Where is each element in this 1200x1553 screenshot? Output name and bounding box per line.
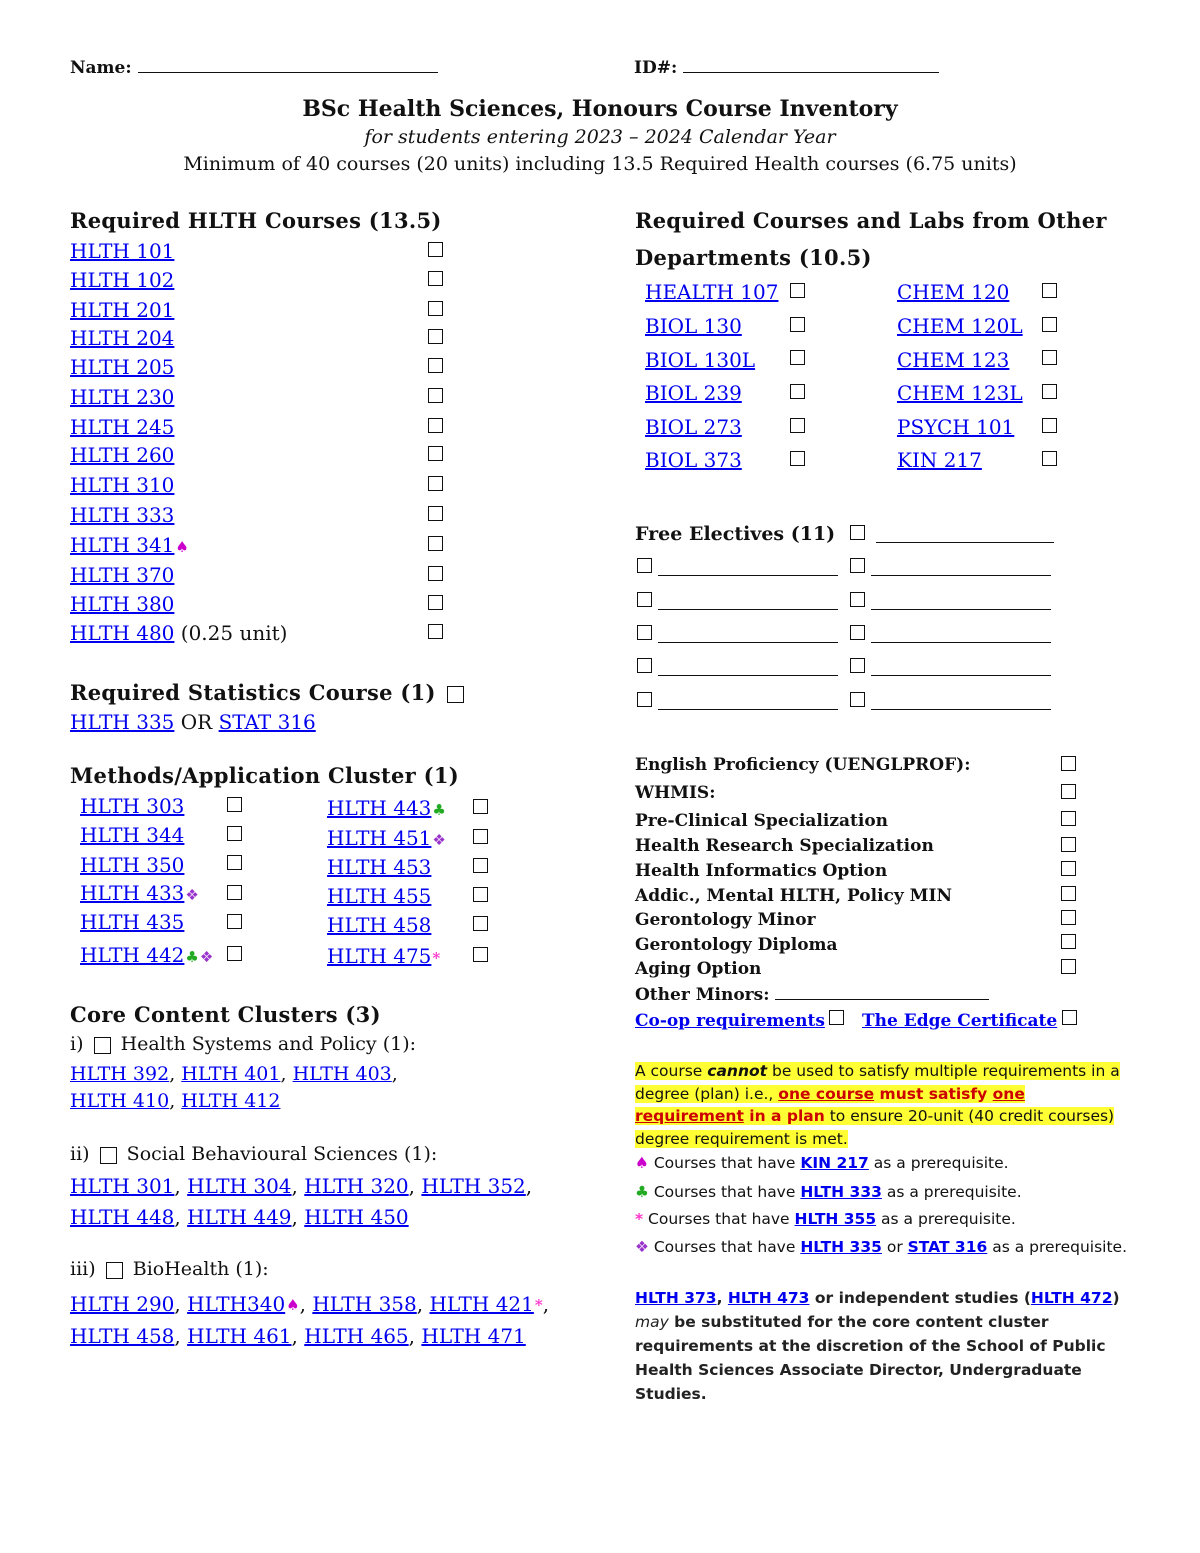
checkbox[interactable] — [94, 1037, 111, 1054]
course-row — [70, 533, 189, 557]
other-depts-title-2: Departments (10.5) — [635, 245, 872, 270]
checkbox[interactable] — [428, 358, 443, 373]
course-link[interactable]: HLTH 335 — [800, 1238, 882, 1256]
note-part: to ensure 20-unit (40 credit courses) degree requirement is met. — [635, 1107, 1115, 1148]
checkbox[interactable] — [428, 536, 443, 551]
course-link[interactable]: HLTH 350 — [80, 853, 185, 877]
diamond-icon: ❖ — [185, 885, 199, 904]
course-link[interactable]: HLTH 448 — [70, 1205, 175, 1229]
checkbox[interactable] — [473, 799, 488, 814]
substitution-note — [635, 1286, 1125, 1406]
diamond-icon: ❖ — [635, 1238, 649, 1256]
note-part: , — [716, 1289, 728, 1307]
checkbox[interactable] — [850, 658, 865, 673]
checkbox[interactable] — [428, 388, 443, 403]
course-row — [645, 314, 742, 338]
checkbox[interactable] — [428, 624, 443, 639]
course-link[interactable]: HLTH340 — [187, 1292, 286, 1316]
note-part: may — [635, 1313, 669, 1331]
course-link[interactable]: HLTH 355 — [794, 1210, 877, 1228]
course-link[interactable]: CHEM 123 — [897, 348, 1010, 372]
course-link[interactable]: HLTH 230 — [70, 385, 175, 409]
name-blank[interactable] — [138, 72, 438, 73]
course-link[interactable]: HLTH 245 — [70, 415, 175, 439]
name-field[interactable] — [70, 58, 438, 78]
course-link[interactable]: HLTH 333 — [800, 1183, 882, 1201]
legend-row — [635, 1183, 1022, 1201]
legend-text: Courses that have — [653, 1238, 801, 1256]
checkbox[interactable] — [106, 1262, 123, 1279]
checkbox[interactable] — [473, 858, 488, 873]
page-title: BSc Health Sciences, Honours Course Inventory — [302, 96, 898, 122]
req-item: Gerontology Diploma — [635, 935, 838, 955]
course-link[interactable]: HLTH 473 — [727, 1289, 810, 1307]
req-item: Gerontology Minor — [635, 910, 816, 930]
checkbox[interactable] — [1061, 959, 1076, 974]
req-item: WHMIS: — [635, 783, 716, 803]
course-row — [327, 826, 446, 850]
note-emphasis: one requirement — [635, 1084, 1025, 1125]
other-minors — [635, 985, 989, 1005]
statistics-title-text: Required Statistics Course (1) — [70, 680, 436, 705]
minimum-requirement: Minimum of 40 courses (20 units) including 13.5 Required Health courses (6.75 units) — [183, 153, 1017, 175]
note-emphasis: cannot — [707, 1062, 768, 1080]
legend-text: Courses that have — [648, 1210, 795, 1228]
checkbox[interactable] — [428, 271, 443, 286]
course-link[interactable]: HLTH 101 — [70, 239, 175, 263]
course-link[interactable]: HLTH 461 — [187, 1324, 292, 1348]
club-icon: ♣ — [635, 1183, 649, 1201]
other-minors-label: Other Minors: — [635, 985, 770, 1005]
name-label: Name: — [70, 58, 132, 78]
course-link[interactable]: HLTH 301 — [70, 1174, 175, 1198]
cluster-title: BioHealth (1): — [132, 1258, 269, 1280]
asterisk-icon: * — [534, 1296, 543, 1314]
checkbox[interactable] — [473, 887, 488, 902]
checkbox[interactable] — [428, 242, 443, 257]
course-row — [327, 944, 440, 968]
note-text — [635, 1062, 1120, 1148]
club-icon: ♣ — [432, 800, 446, 819]
course-row — [80, 823, 184, 847]
checkbox[interactable] — [227, 826, 242, 841]
edge-certificate-link[interactable]: The Edge Certificate — [862, 1011, 1058, 1031]
legend-text: Courses that have — [653, 1183, 801, 1201]
diamond-icon: ❖ — [432, 830, 446, 849]
other-minors-blank[interactable] — [775, 999, 989, 1000]
course-row — [897, 314, 1023, 338]
cluster-2-heading — [70, 1143, 437, 1165]
cluster-title: Health Systems and Policy (1): — [120, 1033, 417, 1055]
course-link[interactable]: HLTH 380 — [70, 592, 175, 616]
course-row — [80, 910, 184, 934]
checkbox[interactable] — [428, 329, 443, 344]
legend-text: as a prerequisite. — [868, 1154, 1009, 1172]
course-row — [897, 415, 1014, 439]
edge-row — [862, 1011, 1057, 1031]
course-row — [70, 385, 174, 409]
req-item: Health Informatics Option — [635, 861, 888, 881]
checkbox[interactable] — [227, 885, 242, 900]
req-item: Addic., Mental HLTH, Policy MIN — [635, 886, 952, 906]
other-depts-title-1: Required Courses and Labs from Other — [635, 208, 1107, 233]
note-emphasis: must satisfy — [874, 1084, 993, 1103]
note-part: be used to satisfy multiple requirements in a degree (plan) i.e., — [635, 1062, 1120, 1103]
course-link[interactable]: KIN 217 — [897, 448, 982, 472]
checkbox[interactable] — [428, 595, 443, 610]
checkbox[interactable] — [637, 558, 652, 573]
cluster-number: i) — [70, 1033, 84, 1055]
course-row — [70, 563, 174, 587]
course-row — [645, 448, 742, 472]
course-row — [645, 415, 742, 439]
checkbox[interactable] — [790, 283, 805, 298]
checkbox[interactable] — [1061, 756, 1076, 771]
course-link[interactable]: HLTH 335 — [70, 710, 175, 734]
req-item: Aging Option — [635, 959, 762, 979]
checkbox[interactable] — [829, 1010, 844, 1025]
checkbox[interactable] — [473, 916, 488, 931]
checkbox[interactable] — [1042, 418, 1057, 433]
checkbox[interactable] — [473, 829, 488, 844]
elective-blank[interactable] — [658, 691, 838, 710]
cluster-3-heading — [70, 1258, 269, 1280]
course-link[interactable]: HLTH 205 — [70, 355, 175, 379]
course-row — [80, 853, 184, 877]
checkbox[interactable] — [447, 686, 464, 703]
course-link[interactable]: STAT 316 — [218, 710, 316, 734]
statistics-options — [70, 710, 316, 734]
course-row — [70, 415, 174, 439]
or-text: OR — [180, 710, 213, 734]
checkbox[interactable] — [227, 855, 242, 870]
course-row — [70, 268, 174, 292]
course-link[interactable]: HLTH 290 — [70, 1292, 175, 1316]
spade-icon: ♠ — [286, 1296, 300, 1314]
course-row — [80, 943, 213, 967]
unit-note: (0.25 unit) — [180, 621, 288, 645]
checkbox[interactable] — [428, 418, 443, 433]
cluster-number: ii) — [70, 1143, 90, 1165]
course-row — [70, 592, 174, 616]
elective-blank[interactable] — [658, 591, 838, 610]
course-link[interactable]: HLTH 458 — [327, 913, 432, 937]
coop-row — [635, 1011, 825, 1031]
club-icon: ♣ — [185, 947, 199, 966]
course-row — [70, 298, 174, 322]
asterisk-icon: * — [635, 1210, 644, 1228]
course-link[interactable]: BIOL 130 — [645, 314, 742, 338]
course-row — [645, 381, 742, 405]
course-row — [897, 280, 1009, 304]
elective-blank[interactable] — [658, 624, 838, 643]
course-row — [897, 381, 1023, 405]
note-part: be substituted for the core content cluster requirements at the discretion of the School of Public Health Sciences Associate Director, Undergraduate Studies. — [635, 1313, 1106, 1403]
note-part: A course — [635, 1062, 708, 1080]
course-link[interactable]: HLTH 304 — [187, 1174, 292, 1198]
course-link[interactable]: KIN 217 — [800, 1154, 869, 1172]
course-link[interactable]: PSYCH 101 — [897, 415, 1015, 439]
course-link[interactable]: CHEM 123L — [897, 381, 1023, 405]
course-link[interactable]: HLTH 341 — [70, 533, 175, 557]
course-link[interactable]: HLTH 450 — [304, 1205, 409, 1229]
checkbox[interactable] — [1042, 451, 1057, 466]
checkbox[interactable] — [1061, 910, 1076, 925]
course-link[interactable]: HLTH 410 — [70, 1090, 170, 1112]
checkbox[interactable] — [850, 692, 865, 707]
course-row — [645, 280, 778, 304]
course-row — [897, 348, 1009, 372]
checkbox[interactable] — [428, 301, 443, 316]
course-link[interactable]: HLTH 401 — [181, 1063, 281, 1085]
course-link[interactable]: HLTH 260 — [70, 443, 175, 467]
course-link[interactable]: HLTH 344 — [80, 823, 185, 847]
note-part: ) — [1112, 1289, 1120, 1307]
course-link[interactable]: HLTH 201 — [70, 298, 175, 322]
course-row — [80, 881, 199, 905]
elective-blank[interactable] — [658, 657, 838, 676]
checkbox[interactable] — [790, 317, 805, 332]
checkbox[interactable] — [790, 384, 805, 399]
methods-title: Methods/Application Cluster (1) — [70, 763, 460, 788]
legend-row — [635, 1210, 1016, 1228]
checkbox[interactable] — [850, 625, 865, 640]
asterisk-icon: * — [432, 948, 441, 967]
rule-note — [635, 1060, 1125, 1150]
checkbox[interactable] — [1061, 934, 1076, 949]
checkbox[interactable] — [1042, 350, 1057, 365]
course-link[interactable]: BIOL 130L — [645, 348, 756, 372]
course-row — [70, 503, 174, 527]
checkbox[interactable] — [1042, 317, 1057, 332]
course-link[interactable]: HLTH 392 — [70, 1063, 170, 1085]
course-link[interactable]: HLTH 352 — [421, 1174, 526, 1198]
checkbox[interactable] — [227, 946, 242, 961]
id-label: ID#: — [634, 58, 678, 78]
course-row — [897, 448, 982, 472]
checkbox[interactable] — [850, 525, 865, 540]
checkbox[interactable] — [637, 592, 652, 607]
elective-blank[interactable] — [658, 557, 838, 576]
required-hlth-title: Required HLTH Courses (13.5) — [70, 208, 442, 233]
legend-row — [635, 1154, 1009, 1172]
statistics-title — [70, 680, 464, 705]
page-subtitle: for students entering 2023 – 2024 Calendar Year — [364, 126, 836, 148]
req-item: Health Research Specialization — [635, 836, 934, 856]
course-link[interactable]: HLTH 370 — [70, 563, 175, 587]
note-emphasis: in a plan — [743, 1107, 825, 1125]
cluster-1-courses: HLTH 392, HLTH 401, HLTH 403, HLTH 410, HLTH 412 — [70, 1063, 398, 1112]
course-link[interactable]: HLTH 333 — [70, 503, 175, 527]
checkbox[interactable] — [790, 451, 805, 466]
course-row — [645, 348, 755, 372]
course-link[interactable]: BIOL 373 — [645, 448, 742, 472]
course-link[interactable]: BIOL 273 — [645, 415, 742, 439]
checkbox[interactable] — [1042, 283, 1057, 298]
checkbox[interactable] — [790, 418, 805, 433]
cluster-3-courses: HLTH 290, HLTH340♠, HLTH 358, HLTH 421*, HLTH 458, HLTH 461, HLTH 465, HLTH 471 — [70, 1292, 550, 1348]
course-link[interactable]: HLTH 403 — [292, 1063, 392, 1085]
course-link[interactable]: HLTH 480 — [70, 621, 175, 645]
course-link[interactable]: HLTH 475 — [327, 944, 432, 968]
checkbox[interactable] — [1061, 861, 1076, 876]
course-link[interactable]: HLTH 435 — [80, 910, 185, 934]
electives-title: Free Electives (11) — [635, 523, 836, 545]
checkbox[interactable] — [850, 592, 865, 607]
course-row — [70, 355, 174, 379]
checkbox[interactable] — [1042, 384, 1057, 399]
course-row — [70, 239, 174, 263]
course-link[interactable]: HLTH 358 — [312, 1292, 417, 1316]
course-link[interactable]: HLTH 433 — [80, 881, 185, 905]
checkbox[interactable] — [790, 350, 805, 365]
elective-blank[interactable] — [871, 557, 1051, 576]
course-link[interactable]: STAT 316 — [907, 1238, 988, 1256]
checkbox[interactable] — [100, 1147, 117, 1164]
course-link[interactable]: HLTH 472 — [1030, 1289, 1113, 1307]
cluster-title: Social Behavioural Sciences (1): — [126, 1143, 438, 1165]
checkbox[interactable] — [1061, 784, 1076, 799]
elective-blank[interactable] — [871, 591, 1051, 610]
course-link[interactable]: HLTH 451 — [327, 826, 432, 850]
course-row — [70, 443, 174, 467]
course-link[interactable]: HLTH 458 — [70, 1324, 175, 1348]
course-link[interactable]: HLTH 102 — [70, 268, 175, 292]
course-link[interactable]: HLTH 449 — [187, 1205, 292, 1229]
elective-blank[interactable] — [871, 624, 1051, 643]
checkbox[interactable] — [473, 947, 488, 962]
course-link[interactable]: CHEM 120L — [897, 314, 1023, 338]
checkbox[interactable] — [1061, 886, 1076, 901]
note-part: or independent studies ( — [809, 1289, 1031, 1307]
course-link[interactable]: HLTH 373 — [635, 1289, 717, 1307]
course-row — [327, 884, 431, 908]
cluster-1-heading — [70, 1033, 416, 1055]
elective-blank[interactable] — [871, 657, 1051, 676]
cluster-number: iii) — [70, 1258, 96, 1280]
course-row — [327, 855, 431, 879]
note-emphasis: one course — [778, 1084, 875, 1103]
course-row — [327, 913, 431, 937]
course-link[interactable]: HLTH 204 — [70, 326, 175, 350]
legend-text: as a prerequisite. — [881, 1183, 1022, 1201]
checkbox[interactable] — [428, 506, 443, 521]
checkbox[interactable] — [850, 558, 865, 573]
elective-blank[interactable] — [871, 691, 1051, 710]
checkbox[interactable] — [1061, 811, 1076, 826]
checkbox[interactable] — [227, 797, 242, 812]
course-row — [327, 796, 446, 820]
elective-blank[interactable] — [876, 524, 1054, 543]
course-link[interactable]: HLTH 465 — [304, 1324, 409, 1348]
legend-text: or — [881, 1238, 908, 1256]
legend-text: Courses that have — [653, 1154, 801, 1172]
legend-text: as a prerequisite. — [987, 1238, 1128, 1256]
course-link[interactable]: HLTH 320 — [304, 1174, 409, 1198]
legend-row — [635, 1238, 1127, 1256]
course-link[interactable]: HLTH 455 — [327, 884, 432, 908]
spade-icon: ♠ — [635, 1154, 649, 1172]
course-link[interactable]: HLTH 412 — [181, 1090, 281, 1112]
course-row — [70, 326, 174, 350]
id-blank[interactable] — [683, 72, 939, 73]
course-link[interactable]: HEALTH 107 — [645, 280, 779, 304]
course-link[interactable]: HLTH 303 — [80, 794, 185, 818]
course-link[interactable]: HLTH 443 — [327, 796, 432, 820]
req-item: Pre-Clinical Specialization — [635, 811, 889, 831]
course-link[interactable]: HLTH 310 — [70, 473, 175, 497]
checkbox[interactable] — [637, 658, 652, 673]
course-row — [70, 473, 174, 497]
course-link[interactable]: CHEM 120 — [897, 280, 1010, 304]
course-link[interactable]: HLTH 442 — [80, 943, 185, 967]
req-item: English Proficiency (UENGLPROF): — [635, 755, 971, 775]
course-row — [80, 794, 184, 818]
coop-link[interactable]: Co-op requirements — [635, 1011, 825, 1031]
legend-text: as a prerequisite. — [876, 1210, 1016, 1228]
checkbox[interactable] — [637, 625, 652, 640]
checkbox[interactable] — [428, 566, 443, 581]
id-field[interactable] — [634, 58, 939, 78]
course-link[interactable]: HLTH 453 — [327, 855, 432, 879]
course-row — [70, 621, 287, 645]
checkbox[interactable] — [428, 476, 443, 491]
checkbox[interactable] — [637, 692, 652, 707]
course-link[interactable]: HLTH 421 — [429, 1292, 534, 1316]
core-title: Core Content Clusters (3) — [70, 1002, 381, 1027]
checkbox[interactable] — [428, 446, 443, 461]
cluster-2-courses: HLTH 301, HLTH 304, HLTH 320, HLTH 352, HLTH 448, HLTH 449, HLTH 450 — [70, 1174, 533, 1229]
diamond-icon: ❖ — [199, 947, 214, 966]
course-link[interactable]: HLTH 471 — [421, 1324, 526, 1348]
checkbox[interactable] — [1062, 1010, 1077, 1025]
course-link[interactable]: BIOL 239 — [645, 381, 742, 405]
checkbox[interactable] — [1061, 837, 1076, 852]
spade-icon: ♠ — [175, 537, 189, 556]
checkbox[interactable] — [227, 914, 242, 929]
